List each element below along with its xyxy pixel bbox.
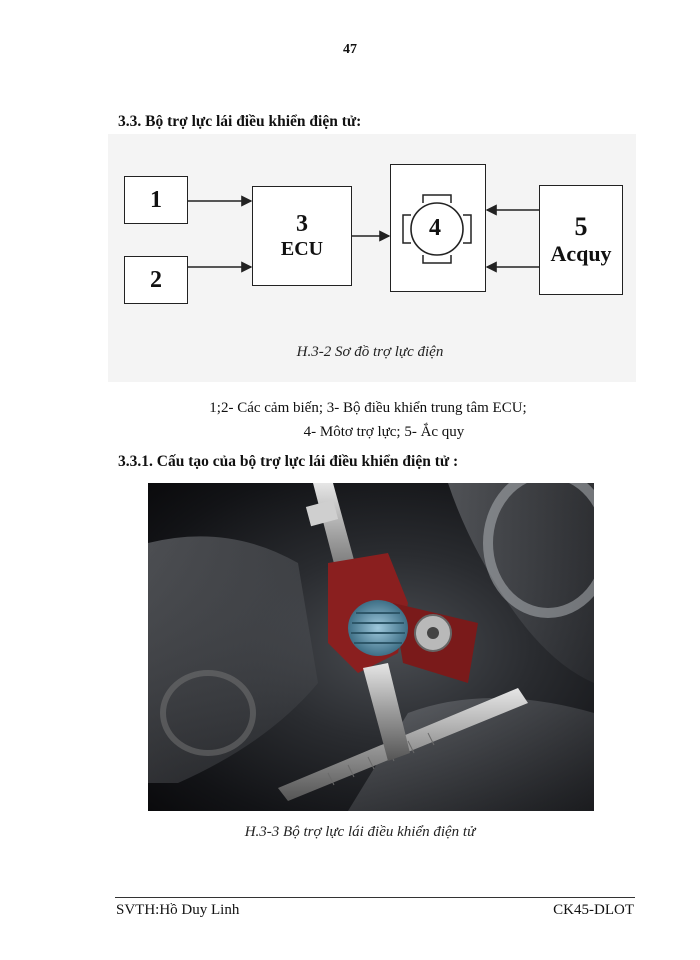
diagram-box-sensor-2 bbox=[124, 256, 188, 304]
box-number: 4 bbox=[429, 215, 441, 241]
diagram-legend-line-2: 4- Môtơ trợ lực; 5- Ắc quy bbox=[303, 424, 465, 440]
box-label: Acquy bbox=[550, 240, 612, 266]
diagram-box-battery bbox=[539, 185, 623, 295]
box-number: 3 bbox=[296, 211, 308, 237]
box-number: 2 bbox=[150, 267, 162, 293]
page-number: 47 bbox=[343, 42, 357, 57]
section-heading-3-3-1: 3.3.1. Cấu tạo của bộ trợ lực lái điều khiển điện tử : bbox=[118, 453, 459, 470]
footer-divider bbox=[115, 897, 635, 898]
diagram-box-sensor-1 bbox=[124, 176, 188, 224]
figure-caption-3-3: H.3-3 Bộ trợ lực lái điều khiển điện tử bbox=[244, 824, 476, 840]
footer-author: SVTH:Hồ Duy Linh bbox=[116, 902, 240, 918]
steering-assembly-photo bbox=[148, 483, 594, 811]
figure-caption-3-2: H.3-2 Sơ đồ trợ lực điện bbox=[296, 344, 444, 360]
diagram-box-ecu bbox=[252, 186, 352, 286]
footer-class-code: CK45-DLOT bbox=[553, 902, 634, 918]
box-number: 1 bbox=[150, 187, 162, 213]
diagram-legend-line-1: 1;2- Các cảm biến; 3- Bộ điều khiển trung tâm ECU; bbox=[209, 400, 527, 416]
box-number: 5 bbox=[574, 211, 588, 241]
box-label: ECU bbox=[280, 238, 324, 260]
steering-render-illustration bbox=[148, 483, 594, 811]
section-heading-3-3: 3.3. Bộ trợ lực lái điều khiển điện tử: bbox=[118, 113, 362, 130]
diagram-box-motor bbox=[390, 164, 486, 292]
